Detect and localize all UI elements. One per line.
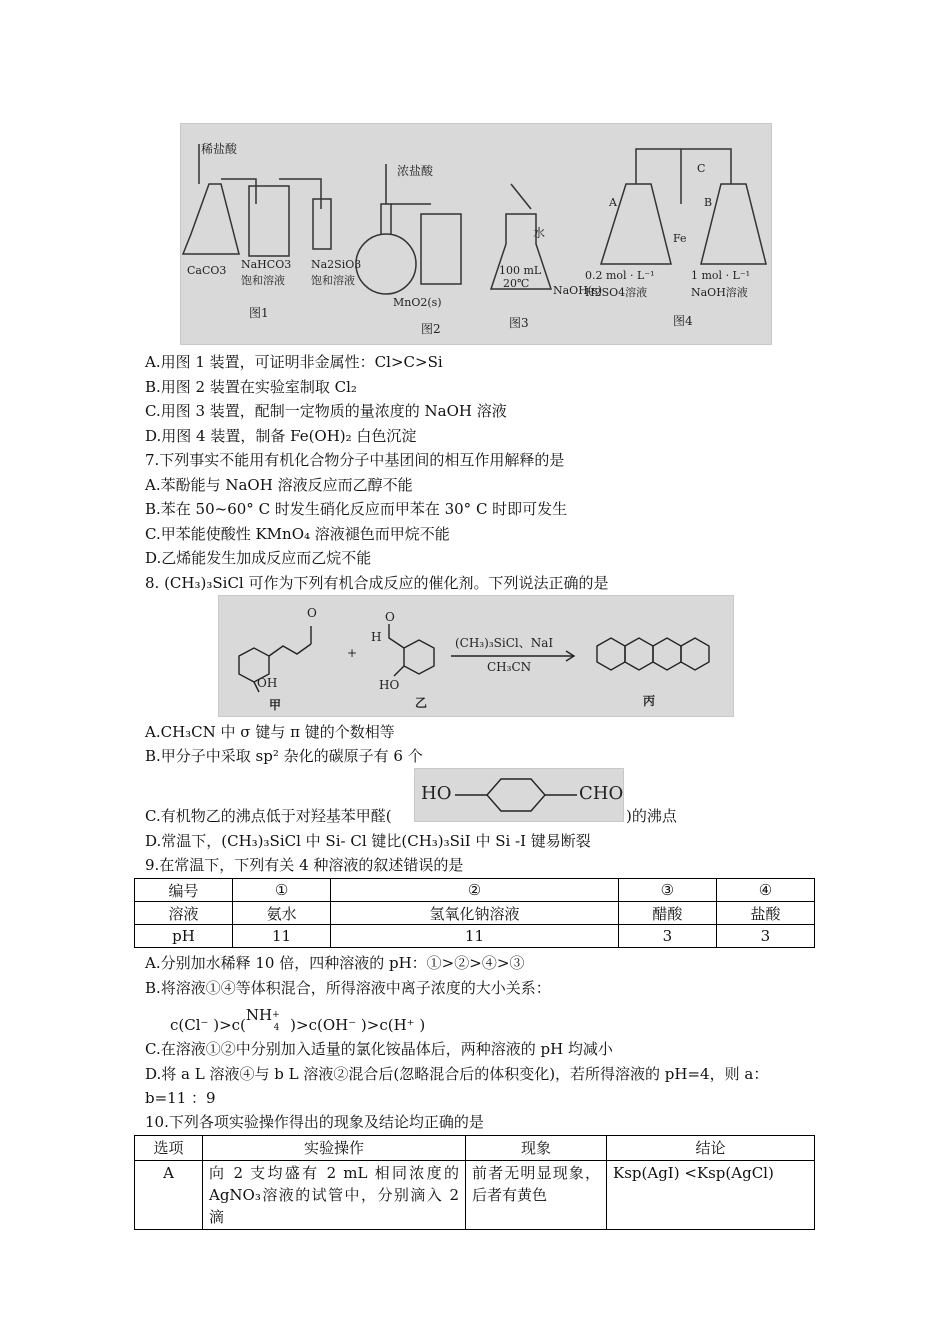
- q6-option-d: D.用图 4 装置，制备 Fe(OH)₂ 白色沉淀: [145, 427, 417, 445]
- fig3-solid-label: NaOH(s): [553, 284, 603, 297]
- apparatus-figure: [180, 123, 772, 345]
- fig2-bottle: [421, 214, 461, 284]
- fig4-label-b: B: [704, 196, 713, 209]
- fig1-bottle2-label-b: 饱和溶液: [311, 274, 355, 287]
- fig3-caption: 图3: [509, 316, 529, 330]
- reaction-scheme: [218, 595, 734, 717]
- fig2-flask: [356, 234, 416, 294]
- row-a-conclusion: Ksp(AgI) <Ksp(AgCl): [607, 1161, 815, 1230]
- reaction-drawing: [219, 596, 733, 716]
- q9-option-c: C.在溶液①②中分别加入适量的氯化铵晶体后，两种溶液的 pH 均减小: [145, 1040, 613, 1058]
- fig4-label-a: A: [609, 196, 617, 209]
- expr-part-1: c(Cl⁻ )>c(: [170, 1016, 246, 1034]
- fig4-sol-b2: NaOH溶液: [691, 286, 748, 299]
- table-cell: 3: [618, 925, 716, 948]
- fig4-sol-b1: 1 mol · L⁻¹: [691, 269, 751, 282]
- table-cell: 盐酸: [716, 902, 814, 925]
- expr-nh: NH: [245, 1006, 273, 1024]
- fig2-acid-label: 浓盐酸: [397, 164, 434, 178]
- q8-option-b: B.甲分子中采取 sp² 杂化的碳原子有 6 个: [145, 747, 423, 765]
- row-a-operation: 向 2 支均盛有 2 mL 相同浓度的 AgNO₃溶液的试管中，分别滴入 2 滴: [203, 1161, 466, 1230]
- fig4-sol-a1: 0.2 mol · L⁻¹: [585, 269, 655, 282]
- table-cell: 氢氧化钠溶液: [331, 902, 619, 925]
- expr-nh4: $NH^+_4$: [245, 1006, 280, 1033]
- q7-option-b: B.苯在 50~60° C 时发生硝化反应而甲苯在 30° C 时即可发生: [145, 500, 568, 518]
- table-header-row: [135, 1136, 815, 1161]
- q9-table: [134, 878, 815, 948]
- table-cell: 11: [331, 925, 619, 948]
- fig4-label-c: C: [697, 162, 706, 175]
- q9-option-d-line1: D.将 a L 溶液④与 b L 溶液②混合后(忽略混合后的体积变化)，若所得溶液的 pH=4，则 a：: [145, 1065, 769, 1083]
- yi-name: 乙: [415, 696, 428, 710]
- bing-ring-1: [597, 638, 625, 670]
- jia-oh-label: OH: [257, 676, 278, 690]
- fig3-flask-label: 100 mL: [499, 264, 542, 277]
- q7-option-a: A.苯酚能与 NaOH 溶液反应而乙醇不能: [145, 476, 413, 494]
- row-a-option: A: [135, 1161, 203, 1230]
- table-cell: ③: [618, 879, 716, 902]
- fig1-bottle: [249, 186, 289, 256]
- q9-option-b-expression: [170, 1006, 426, 1038]
- yi-h-label: H: [371, 630, 382, 644]
- q10-table: [134, 1135, 815, 1230]
- reagent-top: (CH₃)₃SiCl、NaI: [455, 636, 554, 650]
- reagent-bottom: CH₃CN: [487, 660, 532, 674]
- q7-option-d: D.乙烯能发生加成反应而乙烷不能: [145, 549, 372, 567]
- table-row: [135, 879, 815, 902]
- yi-benzene-ring: [404, 640, 434, 674]
- jia-name: 甲: [269, 698, 282, 712]
- fig2-solid-label: MnO2(s): [393, 296, 442, 309]
- q8-stem: 8. (CH₃)₃SiCl 可作为下列有机合成反应的催化剂。下列说法正确的是: [145, 574, 609, 592]
- bing-name: 丙: [643, 694, 656, 708]
- fig3-water-label: 水: [533, 226, 546, 240]
- plus-sign: +: [347, 646, 358, 660]
- fig3-flask-temp: 20℃: [503, 277, 530, 290]
- q6-option-a: A.用图 1 装置，可证明非金属性：Cl>C>Si: [145, 353, 443, 371]
- yi-o-label: O: [385, 610, 395, 624]
- q6-option-c: C.用图 3 装置，配制一定物质的量浓度的 NaOH 溶液: [145, 402, 507, 420]
- fig1-bottle2-label: Na2SiO3: [311, 258, 362, 271]
- bing-ring-2: [625, 638, 653, 670]
- fig4-caption: 图4: [673, 314, 693, 328]
- fig1-tube: [313, 199, 331, 249]
- q8-option-d: D.常温下，(CH₃)₃SiCl 中 Si- Cl 键比(CH₃)₃SiI 中 Si -I 键易断裂: [145, 832, 591, 850]
- expr-part-2: )>c(OH⁻ )>c(H⁺ ): [285, 1016, 426, 1034]
- table-cell: ①: [233, 879, 331, 902]
- jia-o-label: O: [307, 606, 317, 620]
- table-cell: 氨水: [233, 902, 331, 925]
- q8-option-a: A.CH₃CN 中 σ 键与 π 键的个数相等: [145, 723, 395, 741]
- q7-stem: 7.下列事实不能用有机化合物分子中基团间的相互作用解释的是: [145, 451, 565, 469]
- yi-oh-label: HO: [379, 678, 400, 692]
- table-cell: pH: [135, 925, 233, 948]
- q9-option-a: A.分别加水稀释 10 倍，四种溶液的 pH：①>②>④>③: [145, 954, 525, 972]
- bing-ring-3: [653, 638, 681, 670]
- table-cell: 溶液: [135, 902, 233, 925]
- table-row: [135, 902, 815, 925]
- header-conclusion: 结论: [607, 1136, 815, 1161]
- q9-stem: 9.在常温下，下列有关 4 种溶液的叙述错误的是: [145, 856, 464, 874]
- header-operation: 实验操作: [203, 1136, 466, 1161]
- fig1-bottle1-label-b: 饱和溶液: [241, 274, 285, 287]
- table-cell: 编号: [135, 879, 233, 902]
- bing-ring-4: [681, 638, 709, 670]
- q8-option-c-post: )的沸点: [626, 807, 677, 825]
- fig4-sol-a2: H2SO4溶液: [585, 286, 648, 299]
- table-row: [135, 1161, 815, 1230]
- fig4-fe-label: Fe: [673, 232, 687, 245]
- fig2-caption: 图2: [421, 322, 441, 336]
- q9-option-b: B.将溶液①④等体积混合，所得溶液中离子浓度的大小关系：: [145, 979, 551, 997]
- table-cell: ②: [331, 879, 619, 902]
- q9-option-d-line2: b=11 ：9: [145, 1089, 216, 1107]
- fig1-flask: [183, 184, 239, 254]
- q6-option-b: B.用图 2 装置在实验室制取 Cl₂: [145, 378, 357, 396]
- fig1-bottle1-label: NaHCO3: [241, 258, 292, 271]
- q7-option-c: C.甲苯能使酸性 KMnO₄ 溶液褪色而甲烷不能: [145, 525, 450, 543]
- benzene-ring: [487, 779, 545, 811]
- header-option: 选项: [135, 1136, 203, 1161]
- fig1-acid-label: 稀盐酸: [201, 142, 238, 156]
- table-cell: ④: [716, 879, 814, 902]
- table-cell: 11: [233, 925, 331, 948]
- row-a-phenomenon: 前者无明显现象，后者有黄色: [466, 1161, 607, 1230]
- fig1-solid-label: CaCO3: [187, 264, 227, 277]
- q10-stem: 10.下列各项实验操作得出的现象及结论均正确的是: [145, 1113, 484, 1131]
- fig1-caption: 图1: [249, 306, 269, 320]
- header-phenomenon: 现象: [466, 1136, 607, 1161]
- table-cell: 3: [716, 925, 814, 948]
- table-row: [135, 925, 815, 948]
- struct-cho: CHO: [579, 783, 624, 804]
- q8-option-c-pre: C.有机物乙的沸点低于对羟基苯甲醛(: [145, 807, 392, 825]
- struct-ho: HO: [421, 783, 452, 804]
- table-cell: 醋酸: [618, 902, 716, 925]
- p-hydroxybenzaldehyde-structure: [414, 768, 624, 822]
